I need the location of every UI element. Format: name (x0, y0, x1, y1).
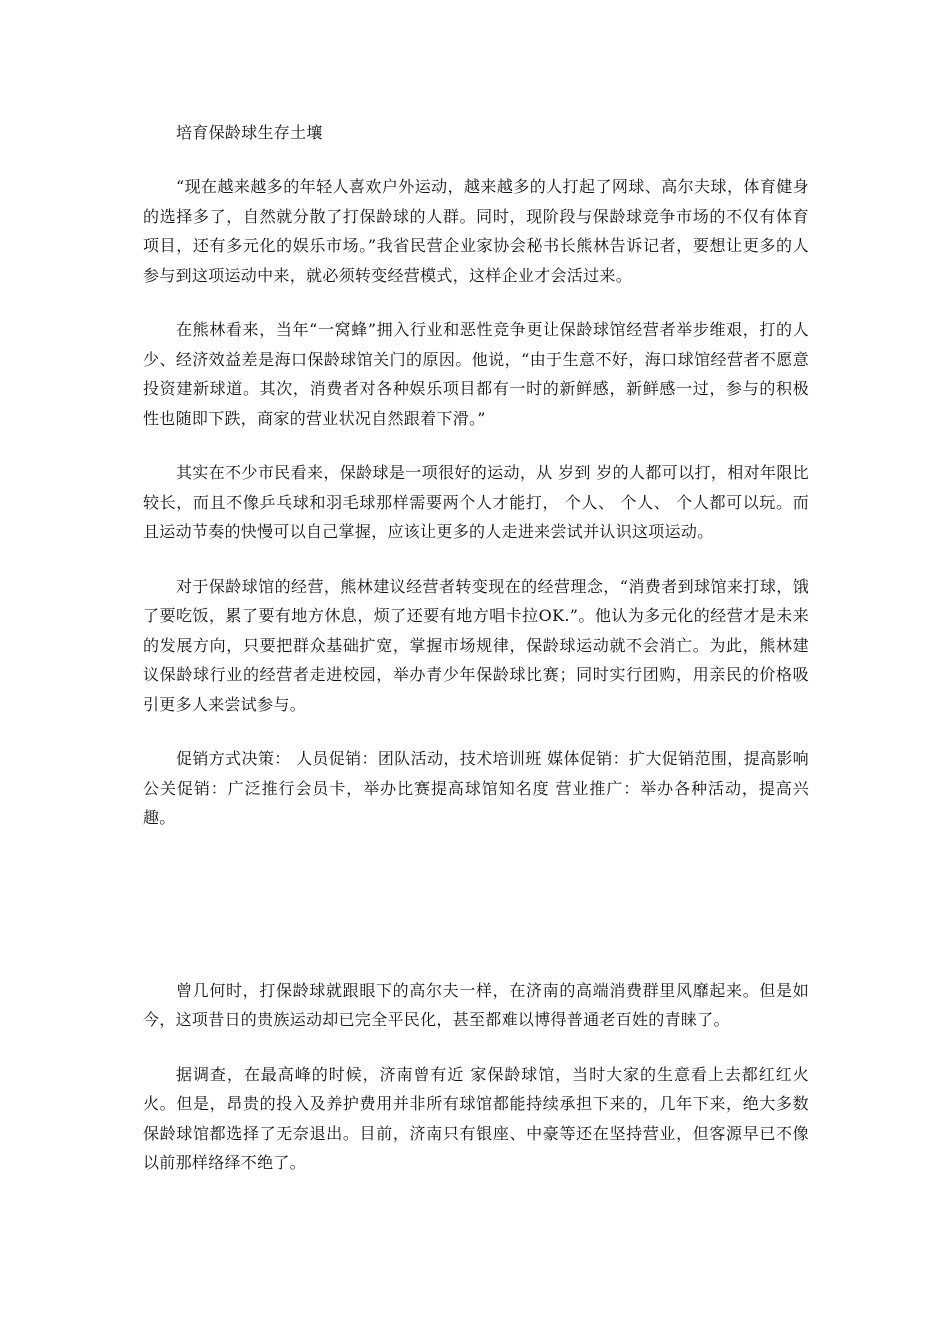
paragraph-2: 在熊林看来，当年“一窝蜂”拥入行业和恶性竞争更让保龄球馆经营者举步维艰，打的人少、经济效益差是海口保龄球馆关门的原因。他说，“由于生意不好，海口球馆经营者不愿意投资建新球道。其次，消费者对各种娱乐项目都有一时的新鲜感，新鲜感一过，参与的积极性也随即下跌，商家的营业状况自然跟着下滑。” (143, 320, 809, 428)
spacer (143, 433, 809, 458)
paragraph-3: 其实在不少市民看来，保龄球是一项很好的运动，从 岁到 岁的人都可以打，相对年限比较长，而且不像乒乓球和羽毛球那样需要两个人才能打， 个人、 个人、 个人都可以玩。而且运动节奏的快慢可以自己掌握，应该让更多的人走进来尝试并认识这项运动。 (143, 463, 809, 541)
spacer (143, 719, 809, 744)
spacer (143, 147, 809, 172)
paragraph-4: 对于保龄球馆的经营，熊林建议经营者转变现在的经营理念，“消费者到球馆来打球，饿了要吃饭，累了要有地方休息，烦了还要有地方唱卡拉OK.”。他认为多元化的经营才是未来的发展方向，只要把群众基础扩宽，掌握市场规律，保龄球运动就不会消亡。为此，熊林建议保龄球行业的经营者走进校园，举办青少年保龄球比赛；同时实行团购，用亲民的价格吸引更多人来尝试参与。 (143, 576, 809, 714)
spacer (143, 1035, 809, 1060)
paragraph-promotion: 促销方式决策： 人员促销：团队活动，技术培训班 媒体促销：扩大促销范围，提高影响 公关促销：广泛推行会员卡，举办比赛提高球馆知名度 营业推广：举办各种活动，提高兴趣。 (143, 749, 809, 827)
section-heading: 培育保龄球生存土壤 (176, 123, 323, 142)
paragraph-6: 曾几何时，打保龄球就跟眼下的高尔夫一样，在济南的高端消费群里风靡起来。但是如今，这项昔日的贵族运动却已完全平民化，甚至都难以博得普通老百姓的青睐了。 (143, 980, 809, 1029)
spacer (143, 547, 809, 572)
blank-section-break (143, 833, 809, 976)
document-page (143, 118, 809, 1178)
paragraph-1: “现在越来越多的年轻人喜欢户外运动，越来越多的人打起了网球、高尔夫球，体育健身的选择多了，自然就分散了打保龄球的人群。同时，现阶段与保龄球竞争市场的不仅有体育项目，还有多元化的娱乐市场。”我省民营企业家协会秘书长熊林告诉记者，要想让更多的人参与到这项运动中来，就必须转变经营模式，这样企业才会活过来。 (143, 177, 809, 285)
spacer (143, 290, 809, 315)
paragraph-7: 据调查，在最高峰的时候，济南曾有近 家保龄球馆，当时大家的生意看上去都红红火火。但是，昂贵的投入及养护费用并非所有球馆都能持续承担下来的，几年下来，绝大多数保龄球馆都选择了无奈退出。目前，济南只有银座、中豪等还在坚持营业，但客源早已不像以前那样络绎不绝了。 (143, 1064, 809, 1172)
